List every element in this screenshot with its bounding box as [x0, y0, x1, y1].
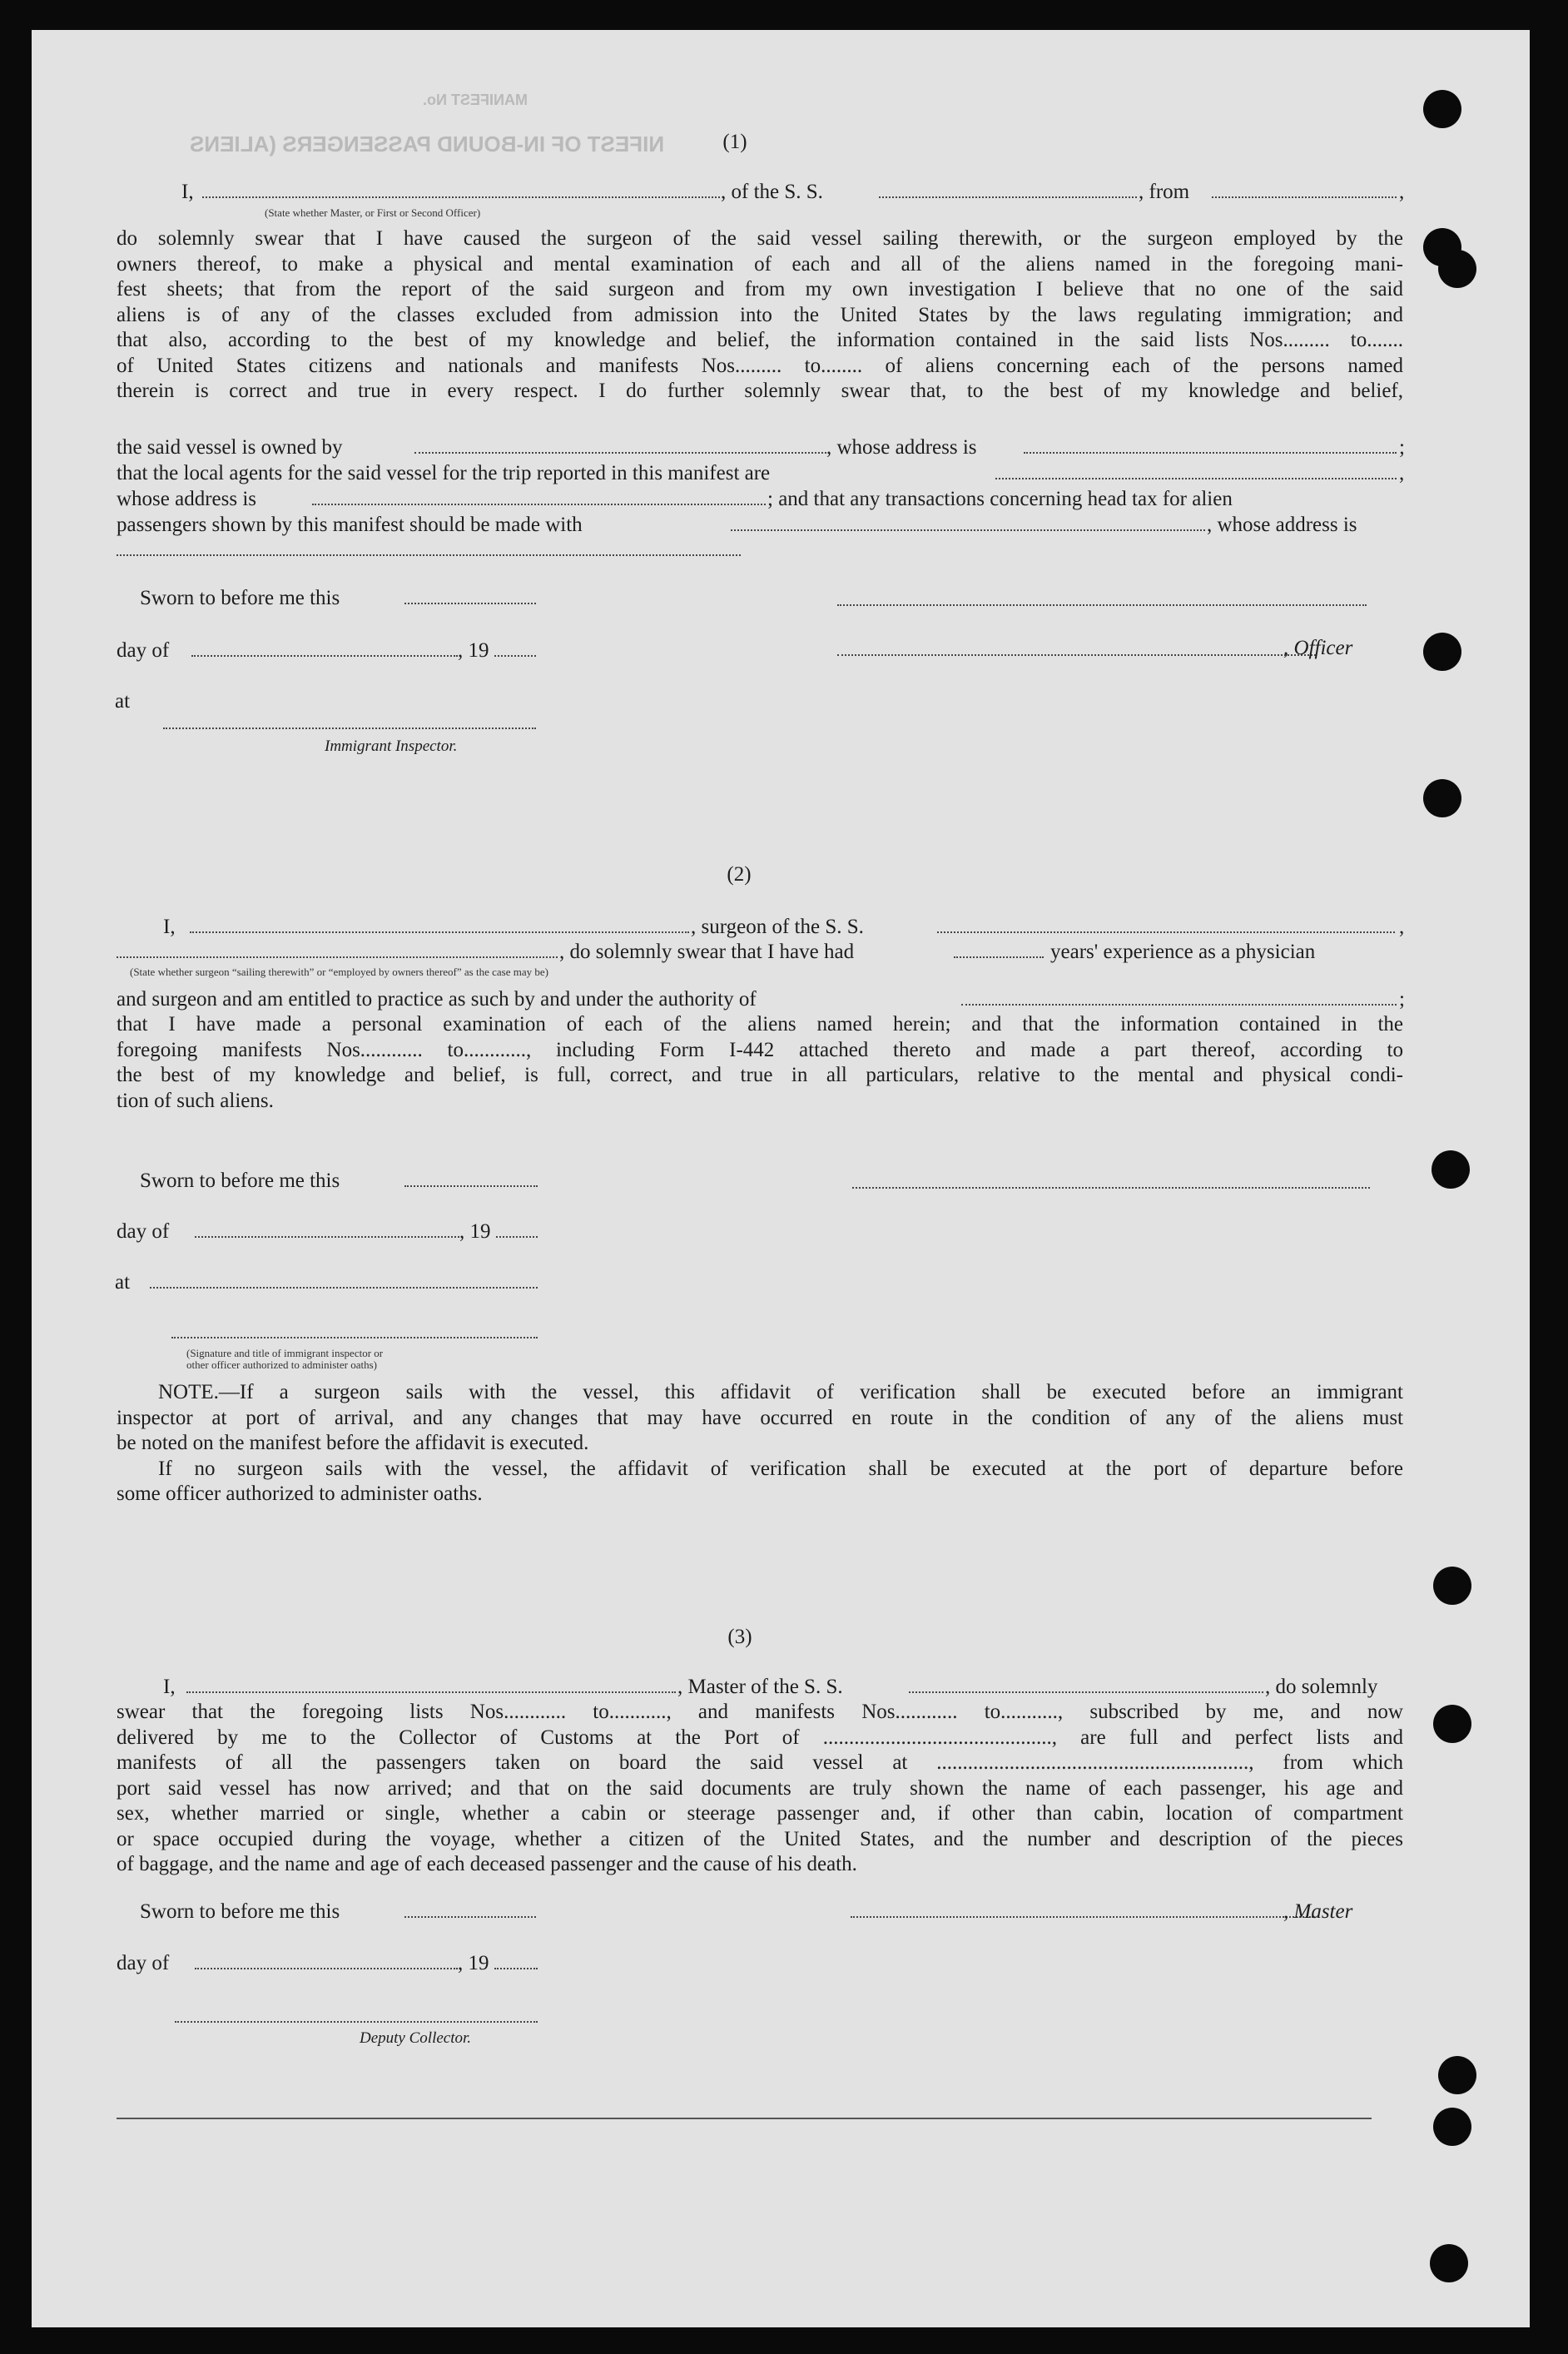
s2-sig-note-line2: other officer authorized to administer oaths) [186, 1358, 377, 1371]
s3-body-line: or space occupied during the voyage, whether a citizen of the United States, and the number and description of the pieces [117, 1827, 1403, 1850]
s2-body-line: that I have made a personal examination of each of the aliens named herein; and that the information contained in the [117, 1013, 1403, 1035]
s2-day-field[interactable] [195, 1236, 459, 1238]
s2-vessel-field[interactable] [937, 931, 1395, 933]
s1-agents-field[interactable] [995, 478, 1397, 479]
binder-hole [1430, 2244, 1468, 2282]
s2-line2-swear: , do solemnly swear that I have had [559, 941, 855, 963]
s1-rank-field[interactable] [202, 196, 720, 198]
s3-collector-label: Deputy Collector. [360, 2029, 472, 2047]
s2-body-line: the best of my knowledge and belief, is full, correct, and true in all particulars, relative to the mental and physical condi- [117, 1064, 1403, 1086]
s2-year-label: , 19 [459, 1220, 491, 1243]
s1-body-line: therein is correct and true in every respect. I do further solemnly swear that, to the best of my knowledge and belief, [117, 380, 1403, 402]
s1-dayof-label: day of [117, 639, 170, 662]
document-page [32, 30, 1530, 2327]
s2-at-field[interactable] [150, 1287, 538, 1289]
s3-year-field[interactable] [494, 1968, 538, 1969]
s1-day-field[interactable] [191, 655, 458, 657]
s2-surgeon-sign-line[interactable] [852, 1187, 1370, 1189]
s2-note-line: If no surgeon sails with the vessel, the affidavit of verification shall be executed at the port of departure before [158, 1457, 1403, 1480]
s1-rank-note: (State whether Master, or First or Second Officer) [265, 206, 481, 219]
s1-body-line: that also, according to the best of my knowledge and belief, the information contained in the said lists Nos......... to....... [117, 329, 1403, 351]
s1-sworn-field[interactable] [404, 603, 536, 604]
s3-line1-i: I, [163, 1676, 176, 1698]
s2-line1-surgeon: , surgeon of the S. S. [691, 916, 864, 938]
s2-surgeon-type-note: (State whether surgeon “sailing therewith” or “employed by owners thereof” as the case may be) [130, 966, 548, 978]
s1-agents-address-field[interactable] [312, 504, 766, 505]
s1-whose-label: whose address is [117, 488, 257, 510]
bleed-through-subtitle: MANIFEST No. [423, 92, 528, 108]
s2-authority-field[interactable] [961, 1004, 1397, 1006]
binder-hole [1432, 1150, 1470, 1189]
s2-note-line: inspector at port of arrival, and any changes that may have occurred en route in the condition of any of the aliens must [117, 1406, 1403, 1429]
s2-line1-i: I, [163, 916, 176, 938]
s1-line1-from: , from [1139, 181, 1190, 203]
s2-body-line: tion of such aliens. [117, 1089, 274, 1112]
binder-hole [1423, 633, 1461, 671]
binder-hole [1433, 2108, 1471, 2146]
s3-body-line: manifests of all the passengers taken on board the said vessel at ............................................................, from which [117, 1751, 1403, 1774]
s2-line3-semicolon: ; [1399, 988, 1405, 1011]
s2-note-text: —If a surgeon sails with the vessel, this affidavit of verification shall be executed before an immigrant [218, 1381, 1403, 1403]
s2-sworn-field[interactable] [404, 1185, 538, 1187]
s3-day-field[interactable] [195, 1968, 458, 1969]
s1-body-line: aliens is of any of the classes excluded from admission into the United States by the laws regulating immigration; and [117, 303, 1403, 326]
s1-sworn-label: Sworn to before me this [140, 587, 340, 609]
s1-body-line: fest sheets; that from the report of the said surgeon and from my own investigation I believe that no one of the said [117, 278, 1403, 300]
s2-note-line: some officer authorized to administer oaths. [117, 1482, 483, 1505]
s1-headtax-text: ; and that any transactions concerning head tax for alien [767, 488, 1233, 510]
section-2-heading: (2) [727, 863, 752, 886]
s1-from-field[interactable] [1212, 196, 1397, 198]
s1-headtax-address-field[interactable] [117, 554, 741, 556]
s1-officer-name-field[interactable] [837, 654, 1316, 656]
s2-sig-note-line1: (Signature and title of immigrant inspector or [186, 1347, 384, 1359]
bottom-rule [117, 2118, 1372, 2119]
s2-note-line1 [117, 1380, 1403, 1406]
s1-body-line: of United States citizens and nationals and manifests Nos......... to........ of aliens concerning each of the persons named [117, 354, 1403, 377]
s3-vessel-field[interactable] [909, 1691, 1263, 1693]
s1-year-field[interactable] [494, 655, 536, 657]
s1-body-line: owners thereof, to make a physical and mental examination of each and all of the aliens named in the foregoing mani- [117, 252, 1403, 276]
s3-master-label: , Master [1283, 1900, 1353, 1923]
binder-hole [1438, 250, 1476, 288]
s3-sworn-field[interactable] [404, 1916, 536, 1918]
s1-owner-address-field[interactable] [1024, 452, 1397, 454]
s2-sworn-label: Sworn to before me this [140, 1170, 340, 1192]
s3-collector-sign-line[interactable] [175, 2021, 538, 2023]
s1-owned-semicolon: ; [1399, 436, 1405, 459]
s1-inspector-label: Immigrant Inspector. [325, 737, 458, 755]
s3-sworn-label: Sworn to before me this [140, 1900, 340, 1923]
s1-officer-label: , Officer [1283, 637, 1353, 659]
s3-body [117, 1700, 1403, 1878]
s1-line1-ofss: , of the S. S. [721, 181, 823, 203]
s2-dayof-label: day of [117, 1220, 170, 1243]
binder-hole [1423, 90, 1461, 128]
s1-agents-label: that the local agents for the said vessel for the trip reported in this manifest are [117, 462, 771, 484]
s1-owned-address-label: , whose address is [826, 436, 977, 459]
s3-body-line: port said vessel has now arrived; and that on the said documents are truly shown the name of each passenger, his age and [117, 1776, 1403, 1800]
s1-passengers-label: passengers shown by this manifest should be made with [117, 514, 583, 536]
s3-dayof-label: day of [117, 1952, 170, 1974]
s1-body-line: do solemnly swear that I have caused the surgeon of the said vessel sailing therewith, or the surgeon employed by the [117, 227, 1403, 250]
binder-hole [1438, 2056, 1476, 2094]
s3-master-name-field[interactable] [186, 1691, 676, 1693]
s3-line1-master: , Master of the S. S. [677, 1676, 843, 1698]
s3-master-sign-line[interactable] [851, 1916, 1313, 1918]
s3-body-line: of baggage, and the name and age of each deceased passenger and the cause of his death. [117, 1853, 857, 1875]
s1-body [117, 226, 1403, 405]
bleed-through-title: NIFEST OF IN-BOUND PASSENGERS (ALIENS [190, 132, 665, 156]
s2-years-field[interactable] [954, 956, 1044, 958]
s1-line1-comma: , [1399, 181, 1405, 203]
s2-body-line: foregoing manifests Nos............ to............, including Form I-442 attached thereto and made a part thereof, according to [117, 1038, 1403, 1061]
s2-note-label: NOTE. [158, 1381, 219, 1403]
s1-headtax-party-field[interactable] [731, 529, 1205, 531]
s3-body-line: delivered by me to the Collector of Customs at the Port of ............................................, are full and perfect lists and [117, 1726, 1403, 1749]
s2-line3-authority: and surgeon and am entitled to practice as such by and under the authority of [117, 988, 757, 1011]
s2-note [117, 1380, 1403, 1507]
s3-body-line: sex, whether married or single, whether a cabin or steerage passenger and, if other than cabin, location of compartment [117, 1802, 1403, 1825]
s2-surgeon-name-field[interactable] [190, 931, 689, 933]
s1-agents-comma: , [1399, 462, 1405, 484]
s1-officer-sign-line[interactable] [837, 604, 1367, 606]
s2-body [117, 1012, 1403, 1114]
s2-year-field[interactable] [496, 1236, 538, 1238]
binder-hole [1423, 779, 1461, 817]
s2-at-label: at [115, 1271, 131, 1294]
section-3-heading: (3) [727, 1626, 752, 1648]
s3-year-label: , 19 [458, 1952, 489, 1974]
s2-note-line: be noted on the manifest before the affidavit is executed. [117, 1432, 589, 1454]
s1-owner-field[interactable] [414, 452, 826, 454]
s2-line2-years: years' experience as a physician [1050, 941, 1316, 963]
section-1-heading: (1) [722, 131, 747, 153]
binder-hole [1433, 1705, 1471, 1743]
s1-inspector-sign-line[interactable] [163, 728, 536, 729]
s2-line1-comma: , [1399, 916, 1405, 938]
binder-hole [1433, 1567, 1471, 1605]
s1-vessel-field[interactable] [879, 196, 1137, 198]
s1-year-label: , 19 [458, 639, 489, 662]
s1-line1-i: I, [181, 181, 194, 203]
s3-line1-solemnly: , do solemnly [1265, 1676, 1378, 1698]
s1-owned-label: the said vessel is owned by [117, 436, 343, 459]
s1-at-label: at [115, 690, 131, 713]
s2-surgeon-type-field[interactable] [117, 956, 558, 958]
s2-inspector-sign-line[interactable] [171, 1337, 538, 1338]
s3-body-line: swear that the foregoing lists Nos............ to..........., and manifests Nos............ to..........., subscribed by me, and now [117, 1701, 1403, 1723]
s1-passengers-address-label: , whose address is [1207, 514, 1357, 536]
